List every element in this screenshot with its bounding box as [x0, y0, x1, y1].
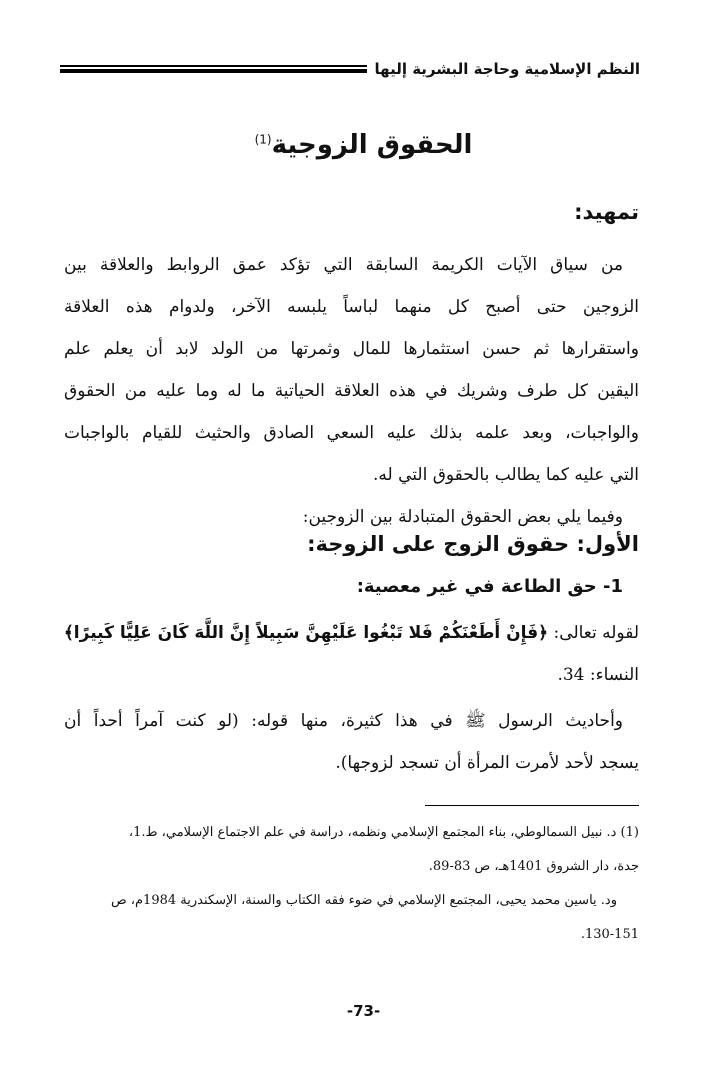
chapter-footnote-ref: (1): [254, 132, 272, 147]
intro-line: التي عليه كما يطالب بالحقوق التي له.: [372, 465, 639, 485]
footnote-line: 130-151.: [580, 927, 639, 942]
verse-intro: لقوله تعالى:: [548, 623, 639, 643]
footnote-separator: [425, 805, 639, 806]
footnote-line: (1) د. نبيل السمالوطي، بناء المجتمع الإسلامي ونظمه، دراسة في علم الاجتماع الإسلامي، ط.1،: [128, 825, 639, 840]
intro-line: واستقرارها ثم حسن استثمارها للمال وثمرتها من الولد لابد أن يعلم علم: [64, 339, 639, 359]
verse-block: [64, 612, 639, 696]
item-one-heading: 1- حق الطاعة في غير معصية:: [356, 576, 623, 597]
intro-line: اليقين كل طرف وشريك في هذه العلاقة الحياتية ما له وما عليه من الحقوق: [64, 381, 639, 401]
running-title: النظم الإسلامية وحاجة البشرية إليها: [374, 60, 640, 78]
running-header: [60, 56, 640, 82]
chapter-title-text: الحقوق الزوجية: [271, 130, 473, 160]
verse-line: [64, 612, 639, 654]
intro-heading: تمهيد:: [574, 200, 639, 224]
quran-verse: ﴿فَإِنْ أَطَعْنَكُمْ فَلا تَبْغُوا عَلَيْهِنَّ سَبِيلاً إِنَّ اللَّهَ كَانَ عَلِيًّا كَبِيرًا﴾: [63, 623, 549, 643]
intro-line: من سياق الآيات الكريمة السابقة التي تؤكد عمق الروابط والعلاقة بين: [64, 255, 623, 275]
hadith-paragraph: [64, 700, 639, 784]
footnote-line: جدة، دار الشروق 1401هـ، ص 83-89.: [428, 859, 639, 874]
verse-reference: النساء: 34.: [557, 665, 639, 685]
section-one-heading: الأول: حقوق الزوج على الزوجة:: [307, 532, 639, 556]
chapter-title: [0, 130, 727, 160]
intro-paragraph: [64, 244, 639, 538]
intro-line: والواجبات، وبعد علمه بذلك عليه السعي الصادق والحثيث للقيام بالواجبات: [64, 423, 639, 443]
footnote-line: ود. ياسين محمد يحيى، المجتمع الإسلامي في ضوء فقه الكتاب والسنة، الإسكندرية 1984م، ص: [110, 893, 617, 908]
footnotes: [59, 816, 639, 952]
intro-followup: وفيما يلي بعض الحقوق المتبادلة بين الزوجين:: [302, 507, 623, 527]
hadith-line: وأحاديث الرسول ﷺ في هذا كثيرة، منها قوله: (لو كنت آمراً أحداً أن: [64, 711, 623, 731]
hadith-line: يسجد لأحد لأمرت المرأة أن تسجد لزوجها).: [335, 753, 639, 773]
page-number: -73-: [346, 1002, 381, 1020]
header-double-rule: [60, 64, 367, 74]
intro-line: الزوجين حتى أصبح كل منهما لباساً يلبسه الآخر، ولدوام هذه العلاقة: [64, 297, 639, 317]
